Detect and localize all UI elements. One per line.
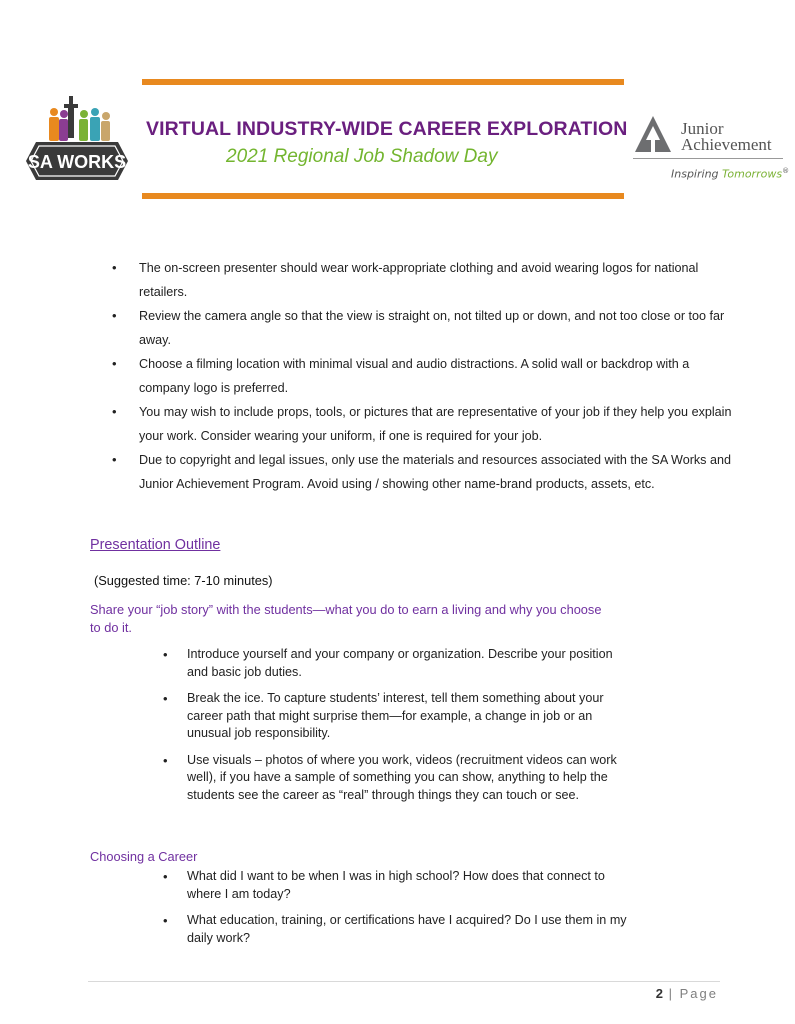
list-item: • You may wish to include props, tools, or pictures that are representative of your job if they help you explain your work. Consider wearing your uniform, if one is required for your job. <box>112 400 732 448</box>
choosing-career-heading: Choosing a Career <box>90 849 198 864</box>
list-item: • Review the camera angle so that the view is straight on, not tilted up or down, and not too close or too far away. <box>112 304 732 352</box>
job-story-list <box>163 646 633 813</box>
header-rule-top <box>142 79 624 85</box>
list-item: • Due to copyright and legal issues, only use the materials and resources associated with the SA Works and Junior Achievement Program. Avoid using / showing other name-brand products, assets, etc. <box>112 448 732 496</box>
document-title: VIRTUAL INDUSTRY-WIDE CAREER EXPLORATION <box>146 118 628 140</box>
list-item: • The on-screen presenter should wear work-appropriate clothing and avoid wearing logos for national retailers. <box>112 256 732 304</box>
footer-divider <box>88 981 720 982</box>
document-subtitle: 2021 Regional Job Shadow Day <box>226 146 498 167</box>
ja-tagline-prefix: Inspiring <box>671 167 723 181</box>
sa-works-logo <box>22 94 132 188</box>
list-item: • Use visuals – photos of where you work, videos (recruitment videos can work well), if you have a sample of something you can show, anything to help the students see the career as “real” through things they can touch or see. <box>163 752 633 805</box>
job-story-heading: Share your “job story” with the students—what you do to earn a living and why you choose to do it. <box>90 602 602 635</box>
page-number: 2 <box>655 986 664 1001</box>
ja-mountain-icon <box>633 114 673 154</box>
list-item: • What did I want to be when I was in high school? How does that connect to where I am today? <box>163 868 633 903</box>
list-item: • What education, training, or certifications have I acquired? Do I use them in my daily work? <box>163 912 633 947</box>
ja-tagline-mark: ® <box>782 167 790 175</box>
page-label: Page <box>679 986 718 1001</box>
page-footer <box>656 986 718 1001</box>
header-rule-bottom <box>142 193 624 199</box>
junior-achievement-logo <box>633 112 790 192</box>
ja-logo-line1: Junior <box>681 119 724 138</box>
ja-tagline <box>671 167 789 181</box>
ja-tagline-highlight: Tomorrows <box>722 167 783 181</box>
ja-logo-divider <box>633 158 783 159</box>
suggested-time: (Suggested time: 7-10 minutes) <box>94 573 273 588</box>
choosing-career-list <box>163 868 633 956</box>
presentation-outline-heading: Presentation Outline <box>90 537 221 553</box>
list-item: • Break the ice. To capture students’ interest, tell them something about your career path that might surprise them—for example, a change in job or an unusual job responsibility. <box>163 690 633 743</box>
ja-logo-line2: Achievement <box>681 135 772 154</box>
page-separator: | <box>663 986 680 1001</box>
sa-works-logo-text: SA WORKS <box>27 152 127 172</box>
list-item: • Choose a filming location with minimal visual and audio distractions. A solid wall or backdrop with a company logo is preferred. <box>112 352 732 400</box>
presenter-guidelines-list <box>112 256 732 496</box>
list-item: • Introduce yourself and your company or organization. Describe your position and basic job duties. <box>163 646 633 681</box>
